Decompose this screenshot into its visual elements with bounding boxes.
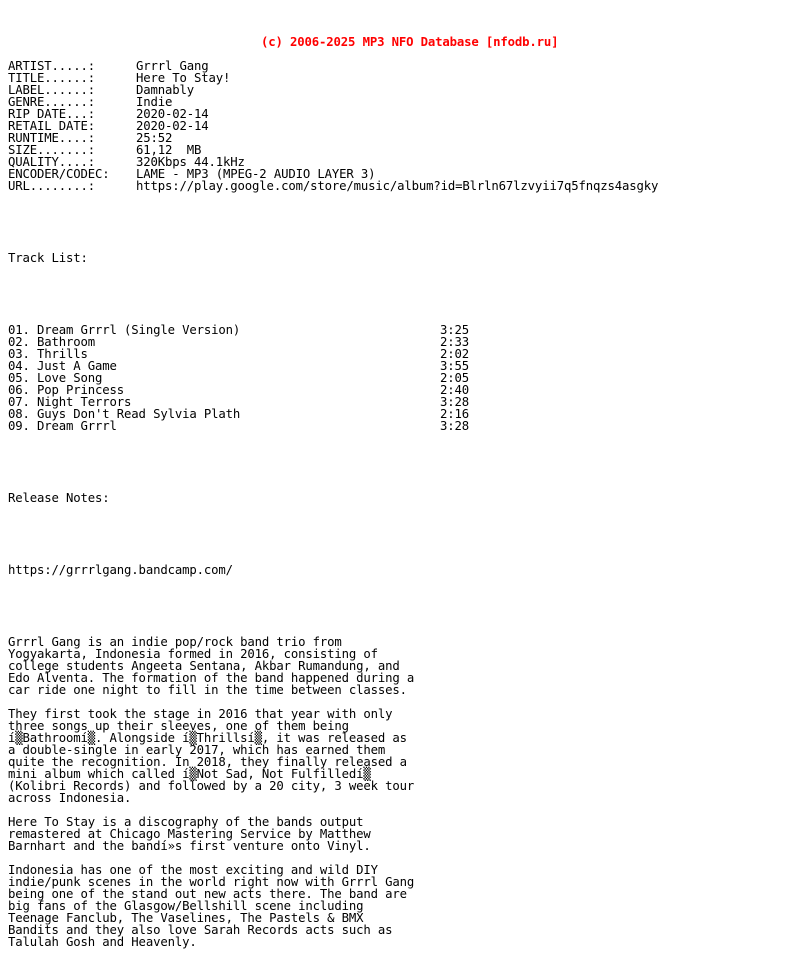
info-row [8,180,788,192]
note-line: Here To Stay is a discography of the bands output [8,815,364,829]
track-title: 02. Bathroom [8,335,96,349]
track-title: 01. Dream Grrrl (Single Version) [8,323,241,337]
blank-line [8,528,788,540]
note-line: Edo Alventa. The formation of the band happened during a [8,671,415,685]
release-notes-body [8,636,788,948]
info-row [8,72,788,84]
blank-line [8,696,788,708]
blank-line [8,600,788,612]
note-line: big fans of the Glasgow/Bellshill scene including [8,899,364,913]
track-row [8,372,788,384]
note-line: three songs up their sleeves, one of them being [8,719,349,733]
note-line: car ride one night to fill in the time between classes. [8,683,407,697]
info-value: 2020-02-14 [136,107,209,121]
release-info-fields [8,60,788,192]
blank-line [8,216,788,228]
blank-line [8,456,788,468]
track-time: 2:40 [440,383,470,397]
track-time: 3:55 [440,359,470,373]
track-time: 2:33 [440,335,470,349]
info-row [8,132,788,144]
info-key: TITLE......: [8,71,96,85]
track-row [8,324,788,336]
track-title: 08. Guys Don't Read Sylvia Plath [8,407,241,421]
track-title: 07. Night Terrors [8,395,132,409]
note-line: Yogyakarta, Indonesia formed in 2016, consisting of [8,647,378,661]
info-row [8,84,788,96]
track-row [8,348,788,360]
track-time: 2:05 [440,371,470,385]
note-line: Grrrl Gang is an indie pop/rock band trio from [8,635,342,649]
blank-line [8,288,788,300]
info-value: Here To Stay! [136,71,231,85]
info-value: Grrrl Gang [136,59,209,73]
info-key: RIP DATE...: [8,107,96,121]
info-key: ENCODER/CODEC: [8,167,110,181]
info-key: RETAIL DATE: [8,119,96,133]
info-key: GENRE......: [8,95,96,109]
note-line: mini album which called í▒Not Sad, Not Fulfilledí▒ [8,767,371,781]
track-time: 3:25 [440,323,470,337]
note-line: Talulah Gosh and Heavenly. [8,935,197,949]
info-key: LABEL......: [8,83,96,97]
info-row [8,156,788,168]
note-line: college students Angeeta Sentana, Akbar Rumandung, and [8,659,400,673]
blank-line [8,852,788,864]
track-row [8,360,788,372]
release-notes-heading: Release Notes: [8,491,110,505]
note-line: They first took the stage in 2016 that year with only [8,707,393,721]
info-row [8,60,788,72]
info-value: Indie [136,95,173,109]
info-key: URL........: [8,179,96,193]
info-value: Damnably [136,83,195,97]
release-url: https://grrrlgang.bandcamp.com/ [8,563,233,577]
note-line: across Indonesia. [8,791,132,805]
note-line: (Kolibri Records) and followed by a 20 city, 3 week tour [8,779,415,793]
note-line: remastered at Chicago Mastering Service by Matthew [8,827,371,841]
track-time: 3:28 [440,395,470,409]
note-line: Barnhart and the bandí»s first venture onto Vinyl. [8,839,371,853]
track-time: 2:02 [440,347,470,361]
note-line: Teenage Fanclub, The Vaselines, The Pastels & BMX [8,911,364,925]
info-value: 320Kbps 44.1kHz [136,155,245,169]
track-title: 06. Pop Princess [8,383,125,397]
tracklist-heading: Track List: [8,251,88,265]
info-value: https://play.google.com/store/music/album?id=Blrln67lzvyii7q5fnqzs4asgky [136,179,659,193]
track-title: 04. Just A Game [8,359,117,373]
note-line: indie/punk scenes in the world right now with Grrrl Gang [8,875,415,889]
note-line: being one of the stand out new acts there. The band are [8,887,407,901]
track-title: 03. Thrills [8,347,88,361]
info-value: LAME - MP3 (MPEG-2 AUDIO LAYER 3) [136,167,376,181]
info-key: ARTIST.....: [8,59,96,73]
nfo-document [8,0,788,960]
info-row [8,144,788,156]
nfodb-banner-link[interactable]: (c) 2006-2025 MP3 NFO Database [nfodb.ru] [261,35,559,49]
track-row [8,408,788,420]
info-value: 25:52 [136,131,173,145]
info-row [8,120,788,132]
note-line: quite the recognition. In 2018, they finally released a [8,755,407,769]
track-list [8,324,788,432]
note-line: í▒Bathroomí▒. Alongside í▒Thrillsí▒, it was released as [8,731,407,745]
track-time: 2:16 [440,407,470,421]
track-time: 3:28 [440,419,470,433]
info-row [8,96,788,108]
info-key: SIZE.......: [8,143,96,157]
info-key: RUNTIME....: [8,131,96,145]
note-line: Indonesia has one of the most exciting and wild DIY [8,863,378,877]
info-value: 2020-02-14 [136,119,209,133]
track-title: 05. Love Song [8,371,103,385]
track-row [8,336,788,348]
info-key: QUALITY....: [8,155,96,169]
track-row [8,420,788,432]
info-row [8,108,788,120]
note-line: a double-single in early 2017, which has earned them [8,743,386,757]
track-title: 09. Dream Grrrl [8,419,117,433]
blank-line [8,804,788,816]
note-line: Bandits and they also love Sarah Records acts such as [8,923,393,937]
info-value: 61,12 MB [136,143,202,157]
